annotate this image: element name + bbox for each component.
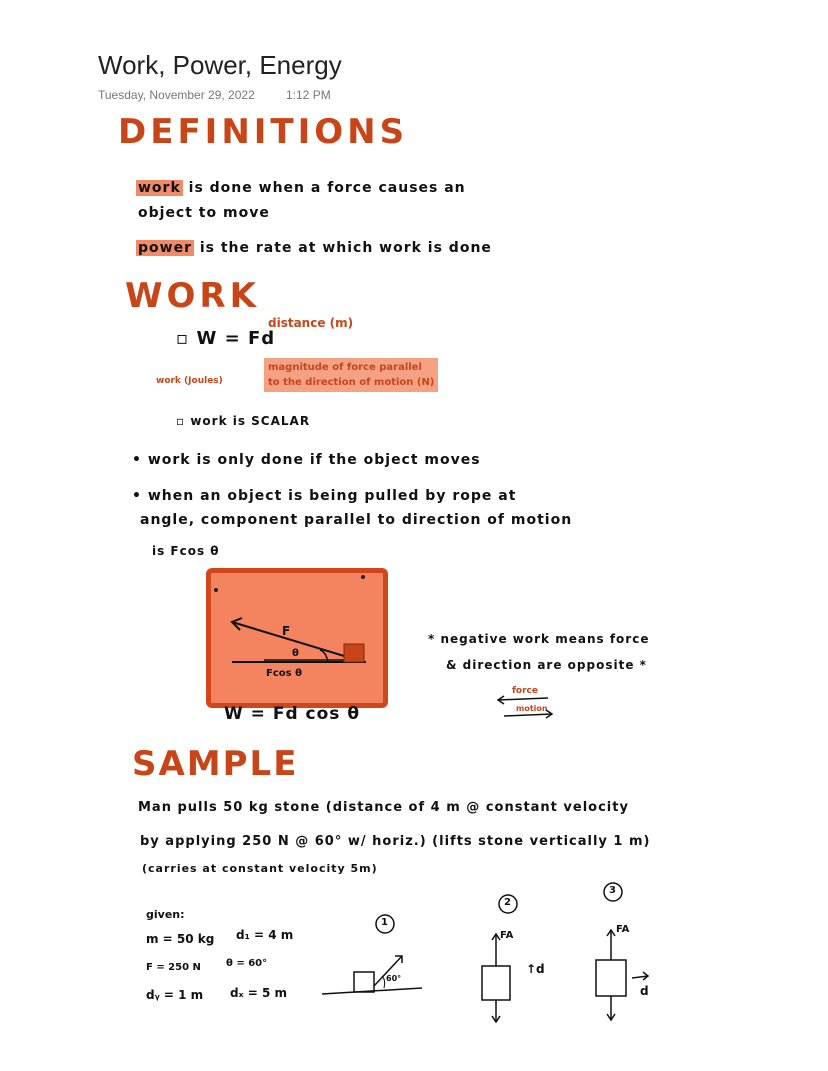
case3-block	[596, 960, 626, 996]
page-title: Work, Power, Energy	[98, 50, 342, 80]
case1-ground	[322, 988, 422, 994]
sample-line3: (carries at constant velocity 5m)	[142, 862, 378, 875]
force-arrow-label: force	[512, 686, 538, 696]
work-formula: ▫ W = Fd	[176, 328, 276, 349]
work-definition-line1: is done when a force causes an	[188, 180, 466, 196]
force-parallel-label: magnitude of force parallel to the direction of motion (N)	[264, 358, 438, 392]
case1-number: 1	[381, 917, 388, 928]
bullet-icon: •	[132, 452, 142, 468]
motion-arrow-label: motion	[516, 704, 548, 713]
power-term: power	[138, 240, 192, 256]
negative-work-line2: & direction are opposite *	[446, 658, 647, 672]
definitions-heading: DEFINITIONS	[118, 112, 409, 152]
sample-line2: by applying 250 N @ 60° w/ horiz.) (lifts stone vertically 1 m)	[140, 834, 651, 849]
diagram-force-label: F	[282, 624, 291, 638]
joules-label: work (Joules)	[156, 376, 223, 386]
given-label: given:	[146, 908, 185, 921]
note-time: 1:12 PM	[286, 88, 331, 102]
sample-line1: Man pulls 50 kg stone (distance of 4 m @ constant velocity	[138, 800, 629, 815]
sample-heading: SAMPLE	[132, 744, 299, 784]
case1-angle: 60°	[386, 974, 402, 983]
bullet-work-moves: • work is only done if the object moves	[132, 452, 481, 468]
case2-displacement: ↑d	[526, 962, 545, 976]
work-heading: WORK	[125, 276, 260, 316]
checkbox-icon: ▫	[176, 328, 190, 349]
given-mass: m = 50 kg	[146, 932, 215, 946]
distance-label: distance (m)	[268, 316, 354, 330]
bullet-rope-angle: • when an object is being pulled by rope at	[132, 488, 517, 504]
given-dx: dₓ = 5 m	[230, 986, 287, 1000]
note-date: Tuesday, November 29, 2022	[98, 88, 255, 102]
diagram-angle-label: θ	[292, 648, 299, 659]
case3-applied-force: FA	[616, 924, 630, 935]
case3-number: 3	[609, 885, 616, 896]
diagram-formula: W = Fd cos θ	[224, 704, 361, 724]
bullet-icon: •	[132, 488, 142, 504]
case2-applied-force: FA	[500, 930, 514, 941]
work-scalar: ▫ work is SCALAR	[176, 414, 311, 428]
given-d1: d₁ = 4 m	[236, 928, 294, 942]
given-force: F = 250 N	[146, 962, 201, 973]
diagram-component-label: Fcos θ	[266, 668, 302, 679]
work-definition-line2: object to move	[138, 205, 270, 221]
given-dy: dᵧ = 1 m	[146, 988, 204, 1002]
bullet-rope-angle-line2: angle, component parallel to direction of motion	[140, 512, 573, 528]
negative-work-line1: * negative work means force	[428, 632, 650, 646]
given-theta: θ = 60°	[226, 958, 268, 969]
case1-block	[354, 972, 374, 992]
work-term: work	[138, 180, 181, 196]
case2-block	[482, 966, 510, 1000]
checkbox-icon: ▫	[176, 414, 186, 428]
case2-number: 2	[504, 897, 511, 908]
bullet-rope-angle-line3: is Fcos θ	[152, 544, 220, 558]
case3-displacement: d	[640, 984, 649, 998]
power-definition: is the rate at which work is done	[199, 240, 492, 256]
